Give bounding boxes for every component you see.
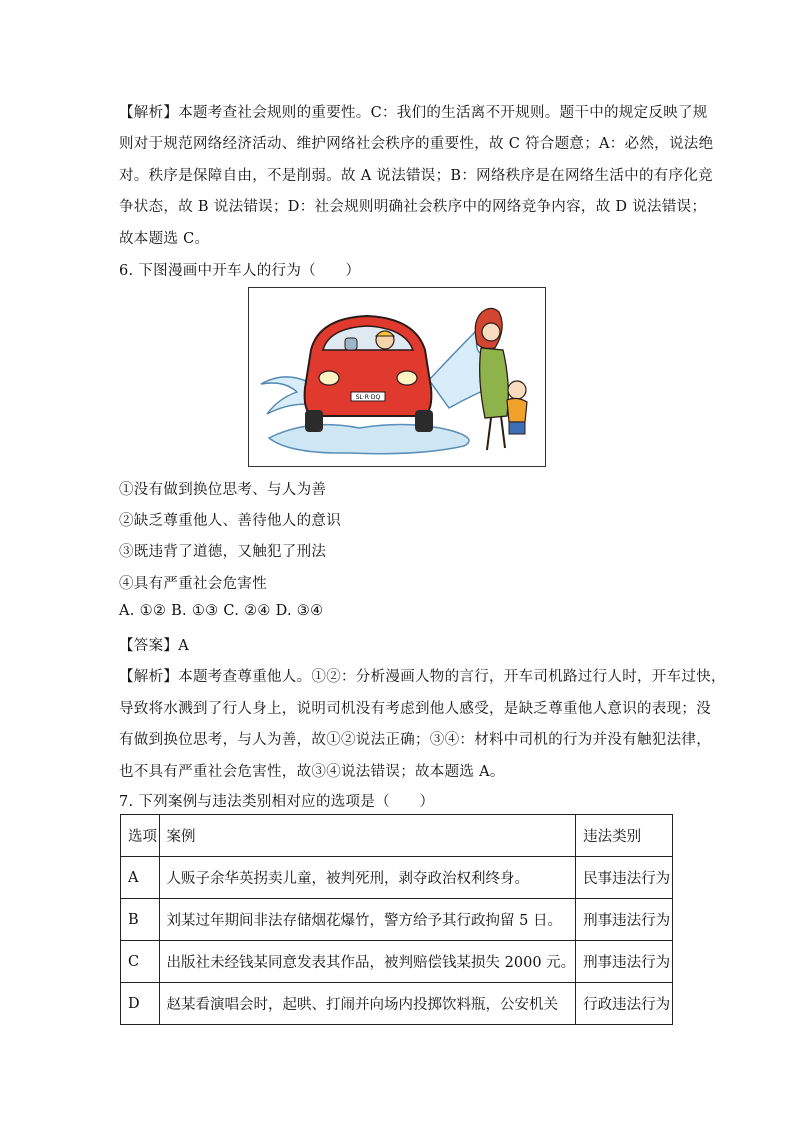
table-cell: 人贩子余华英拐卖儿童，被判死刑，剥夺政治权利终身。 — [159, 857, 576, 899]
table-header-row — [121, 815, 673, 857]
table-cell: 民事违法行为 — [576, 857, 673, 899]
table-cell: B — [121, 899, 160, 941]
statement-2: ②缺乏尊重他人、善待他人的意识 — [119, 513, 341, 529]
license-plate: SL·R·DQ — [355, 394, 381, 401]
explanation-line: 有做到换位思考，与人为善，故①②说法正确；③④：材料中司机的行为并没有触犯法律， — [119, 732, 711, 748]
table-cell: 赵某看演唱会时，起哄、打闹并向场内投掷饮料瓶，公安机关 — [159, 983, 576, 1025]
table-header: 违法类别 — [576, 815, 673, 857]
explanation-line: 【解析】本题考查社会规则的重要性。C：我们的生活离不开规则。题干中的规定反映了规 — [119, 105, 708, 121]
table-header: 案例 — [159, 815, 576, 857]
question-6-stem: 6. 下图漫画中开车人的行为（ ） — [119, 263, 361, 279]
table-cell: 刑事违法行为 — [576, 941, 673, 983]
explanation-line: 则对于规范网络经济活动、维护网络社会秩序的重要性，故 C 符合题意；A：必然，说法绝 — [119, 136, 714, 152]
cartoon-illustration — [248, 287, 546, 467]
table-cell: 出版社未经钱某同意发表其作品，被判赔偿钱某损失 2000 元。 — [159, 941, 576, 983]
table-cell: D — [121, 983, 160, 1025]
table-row — [121, 857, 673, 899]
explanation-line: 故本题选 C。 — [119, 231, 210, 247]
table-cell: 刘某过年期间非法存储烟花爆竹，警方给予其行政拘留 5 日。 — [159, 899, 576, 941]
table-header: 选项 — [121, 815, 160, 857]
table-cell: A — [121, 857, 160, 899]
case-table — [120, 814, 673, 1025]
answer: 【答案】A — [119, 638, 189, 654]
table-cell: 刑事违法行为 — [576, 899, 673, 941]
explanation-line: 【解析】本题考查尊重他人。①②：分析漫画人物的言行，开车司机路过行人时，开车过快， — [119, 669, 726, 685]
explanation-line: 导致将水溅到了行人身上，说明司机没有考虑到他人感受，是缺乏尊重他人意识的表现；没 — [119, 701, 711, 717]
question-7-stem: 7. 下列案例与违法类别相对应的选项是（ ） — [119, 794, 435, 810]
table-row — [121, 983, 673, 1025]
car-splash-cartoon — [249, 288, 545, 466]
table-cell: C — [121, 941, 160, 983]
explanation-line: 也不具有严重社会危害性，故③④说法错误；故本题选 A。 — [119, 764, 505, 780]
table-row — [121, 899, 673, 941]
statement-3: ③既违背了道德，又触犯了刑法 — [119, 544, 327, 560]
explanation-line: 争状态，故 B 说法错误；D：社会规则明确社会秩序中的网络竞争内容，故 D 说法错误； — [119, 199, 707, 215]
table-row — [121, 941, 673, 983]
explanation-line: 对。秩序是保障自由，不是削弱。故 A 说法错误；B：网络秩序是在网络生活中的有序化竞 — [119, 168, 713, 184]
table-cell: 行政违法行为 — [576, 983, 673, 1025]
statement-4: ④具有严重社会危害性 — [119, 576, 267, 592]
statement-1: ①没有做到换位思考、与人为善 — [119, 482, 327, 498]
answer-options: A. ①② B. ①③ C. ②④ D. ③④ — [119, 603, 324, 619]
